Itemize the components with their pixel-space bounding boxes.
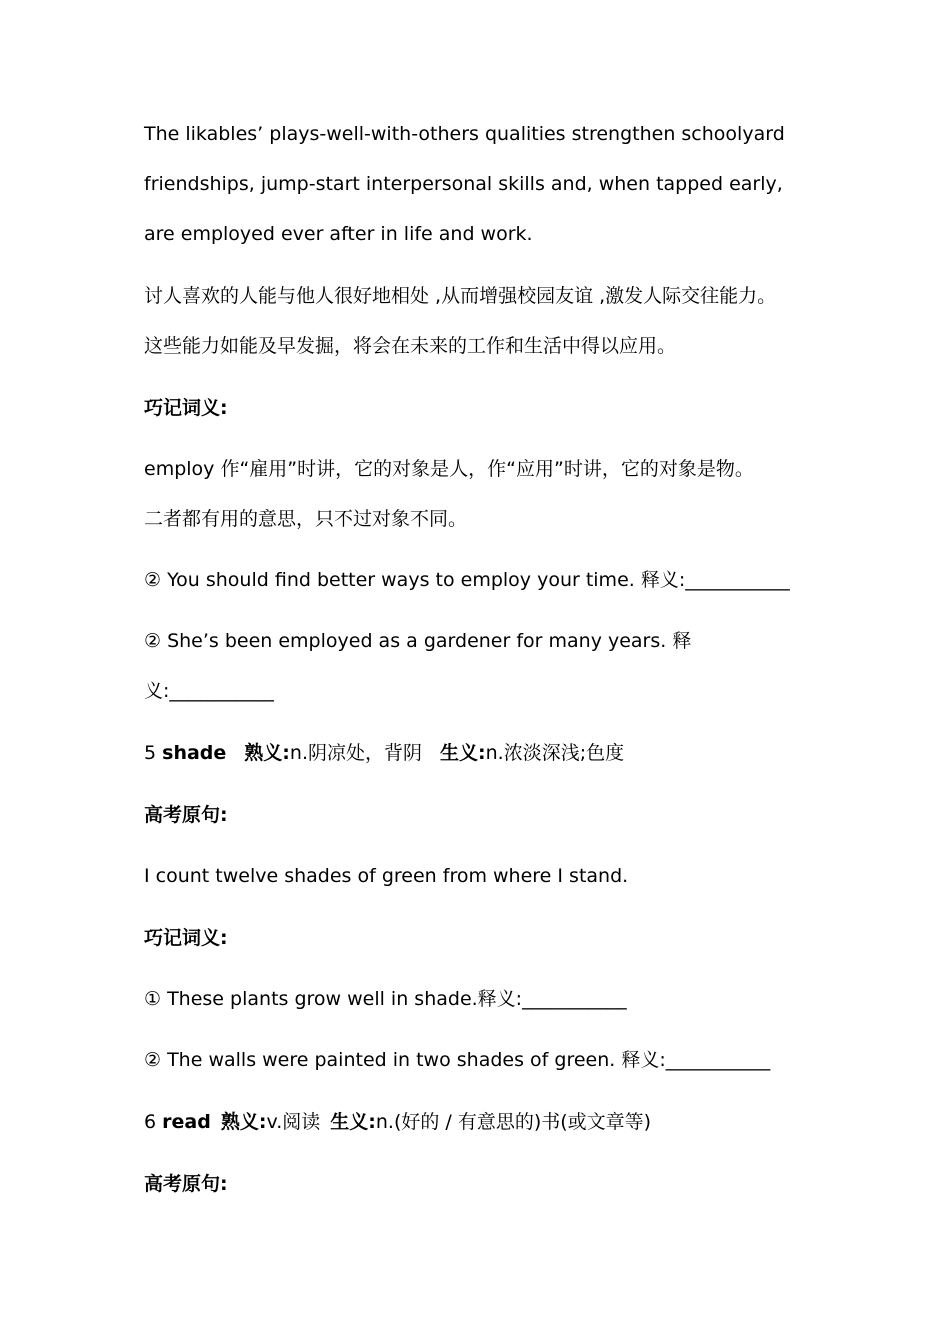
- exercise-shade-1: ① These plants grow well in shade.释义:___________: [144, 988, 627, 1010]
- memo-text-line-1: employ 作“雇用”时讲，它的对象是人，作“应用”时讲，它的对象是物。: [144, 458, 754, 480]
- entry-number: 6: [144, 1111, 163, 1133]
- exam-sentence-shade: I count twelve shades of green from where I stand.: [144, 865, 629, 887]
- memo-heading-2: 巧记词义:: [144, 927, 228, 949]
- new-meaning-label: 生义:: [330, 1111, 376, 1133]
- entry-word: read: [162, 1111, 211, 1133]
- exercise-shade-2: ② The walls were painted in two shades of green. 释义:___________: [144, 1049, 771, 1071]
- new-meaning: n.浓淡深浅;色度: [485, 742, 625, 764]
- sentence-en-line-2: friendships, jump-start interpersonal skills and, when tapped early,: [144, 173, 783, 195]
- exercise-employ-2: ② She’s been employed as a gardener for many years. 释: [144, 630, 692, 652]
- entry-word: shade: [162, 742, 227, 764]
- sentence-en-line-1: The likables’ plays-well-with-others qualities strengthen schoolyard: [144, 123, 785, 145]
- exam-sentence-heading: 高考原句:: [144, 804, 228, 826]
- memo-heading: 巧记词义:: [144, 397, 228, 419]
- known-meaning-label: 熟义:: [244, 742, 290, 764]
- known-meaning: v.阅读: [266, 1111, 321, 1133]
- exercise-employ-1: ② You should find better ways to employ your time. 释义:___________: [144, 569, 790, 591]
- sentence-cn-line-1: 讨人喜欢的人能与他人很好地相处 ,从而增强校园友谊 ,激发人际交往能力。: [144, 285, 777, 307]
- sentence-en-line-3: are employed ever after in life and work.: [144, 223, 533, 245]
- sentence-cn-line-2: 这些能力如能及早发掘，将会在未来的工作和生活中得以应用。: [144, 335, 677, 357]
- known-meaning: n.阴凉处，背阴: [289, 742, 422, 764]
- new-meaning: n.(好的 / 有意思的)书(或文章等): [375, 1111, 652, 1133]
- new-meaning-label: 生义:: [440, 742, 486, 764]
- exam-sentence-heading-2: 高考原句:: [144, 1173, 228, 1195]
- entry-6-read: [144, 1109, 651, 1135]
- entry-number: 5: [144, 742, 163, 764]
- entry-5-shade: [144, 740, 624, 766]
- exercise-employ-2-continued: 义:___________: [144, 680, 274, 702]
- memo-text-line-2: 二者都有用的意思，只不过对象不同。: [144, 508, 468, 530]
- known-meaning-label: 熟义:: [220, 1111, 267, 1133]
